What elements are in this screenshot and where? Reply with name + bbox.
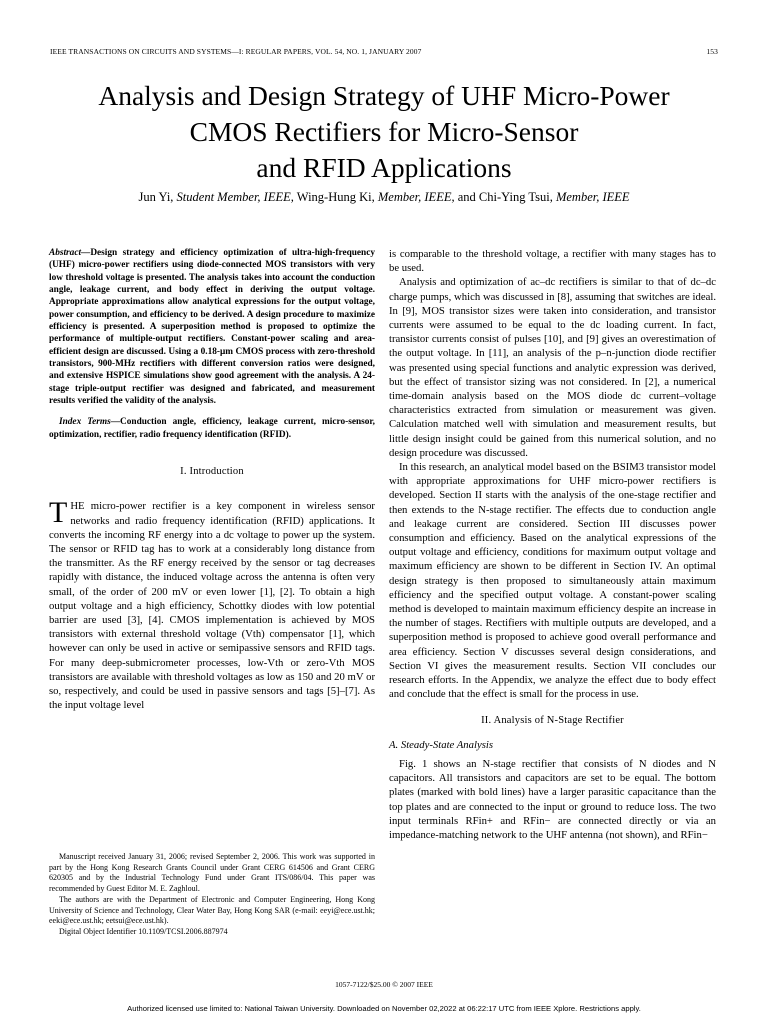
drop-cap: T xyxy=(49,496,68,530)
footnote-affiliation: The authors are with the Department of Electronic and Computer Engineering, Hong Kong University of Science and Technology, Clear Water Bay, Hong Kong SAR (e-mail: eeyi@ece.ust.hk; eeki@ece.ust.hk; eetsui@ece.ust.hk). xyxy=(49,894,375,926)
intro-paragraph-1-continued: is comparable to the threshold voltage, a rectifier with many stages has to be used. xyxy=(389,248,716,275)
copyright-line: 1057-7122/$25.00 © 2007 IEEE xyxy=(335,980,433,989)
section-heading-introduction: I. Introduction xyxy=(180,466,244,478)
section-heading-analysis: II. Analysis of N-Stage Rectifier xyxy=(481,714,624,726)
author-name: Wing-Hung Ki, xyxy=(296,190,375,204)
footnotes xyxy=(49,852,375,938)
author-name: Jun Yi, xyxy=(138,190,174,204)
right-column xyxy=(389,247,716,842)
left-column xyxy=(49,247,375,712)
author-conjunction: and xyxy=(457,190,476,204)
footnote-doi: Digital Object Identifier 10.1109/TCSI.2006.887974 xyxy=(59,926,228,936)
author-role: Member, IEEE xyxy=(555,190,630,204)
title-line-1: Analysis and Design Strategy of UHF Micro-Power xyxy=(98,80,670,111)
author-name: Chi-Ying Tsui, xyxy=(478,190,553,204)
abstract xyxy=(49,247,375,407)
analysis-paragraph-1: Fig. 1 shows an N-stage rectifier that consists of N diodes and N capacitors. All transistors and capacitors are set to be equal. The bottom plates (marked with bold lines) have a larger parasitic capacitance than the top plates and are connected to the input or ground to reduce loss. The two input terminals RFin+ and RFin− are connected directly or via an impedance-matching network to the UHF antenna (not shown), and RFin− xyxy=(389,757,716,841)
footnote-received: Manuscript received January 31, 2006; revised September 2, 2006. This work was supported in part by the Hong Kong Research Grants Council under Grant CERG 614506 and Grant CERG 620305 and by the Industrial Technology Fund under Grant ITS/086/04. This paper was recommended by Guest Editor M. E. Zaghloul. xyxy=(49,852,375,894)
intro-paragraph-2: Analysis and optimization of ac–dc rectifiers is similar to that of dc–dc charge pumps, which was discussed in [8], assuming that switches are ideal. In [9], MOS transistor sizes were taken into consideration, and transistor currents were assumed to be equal to the dc loading current. In fact, transistor currents consist of pulses [10], and [9] gives an overestimation of the output voltage. In [11], an analysis of the p–n-junction diode rectifier was presented using special functions and analytic expression was derived, but the effect of transistor sizing was not considered. In [2], a numerical time-domain analysis based on the MOS diode dc current–voltage characteristics extracted from simulation or measurement was given. Calculation matched well with simulation and measurement results, but little design insight could be gained from this numerical solution, and no design procedure was discussed. xyxy=(389,276,716,459)
intro-paragraph-1-text: HE micro-power rectifier is a key component in wireless sensor networks and radio frequency identification (RFID) applications. It converts the incoming RF energy into a dc voltage to power up the system. The sensor or RFID tag has to work at a considerably long distance from the transmitter. As the RF energy received by the sensor or tag decreases rapidly with distance, the induced voltage across the antenna is often very small, of the order of 200 mV or even lower [1], [2]. To obtain a high output voltage and a high efficiency, Schottky diodes with low potential barrier are used [3], [4]. CMOS implementation is achieved by MOS transistors with external threshold voltage (Vth) compensator [1], which however can only be used in active or semipassive sensors and RFID tags. For many deep-submicrometer processes, low-Vth or zero-Vth MOS transistors are available with threshold voltages as low as 150 and 20 mV or so, respectively, and could be used in passive sensors and tags [5]–[7]. As the input voltage level xyxy=(49,500,375,712)
index-terms xyxy=(49,416,375,441)
intro-paragraph-1 xyxy=(49,496,375,712)
index-terms-lead: Index Terms— xyxy=(59,417,121,428)
abstract-text: Design strategy and efficiency optimization of ultra-high-frequency (UHF) micro-power rectifiers using diode-connected MOS transistors with very low threshold voltage is presented. The analysis takes into account the conduction angle, leakage current, and body effect in deriving the output voltage. Appropriate approximations allow analytical expressions for the output voltage, power consumption, and efficiency to be derived. A design procedure to maximize efficiency is presented. A superposition method is proposed to optimize the performance of multiple-output rectifiers. Constant-power scaling and area-efficient design are discussed. Using a 0.18-μm CMOS process with zero-threshold transistors, 900-MHz rectifiers with different conversion ratios were designed, and extensive HSPICE simulations show good agreement with the analysis. A 24-stage triple-output rectifier was designed and fabricated, and measurement results verified the validity of the analysis. xyxy=(49,248,375,407)
intro-paragraph-3: In this research, an analytical model based on the BSIM3 transistor model with appropriate approximations for UHF micro-power rectifiers is developed. Section II starts with the analysis of the one-stage rectifier and then extends to the N-stage rectifier. The effects due to conduction angle and leakage current are considered. Section III discusses power consumption and efficiency. Based on the analytical expressions of the output voltage and efficiency, conditions for maximum output voltage and maximum efficiency are shown to be different in Section IV. An optimal design strategy is then proposed to simultaneously attain maximum efficiency and the specified output voltage. A constant-power scaling method is developed to maintain maximum efficiency despite an increase in the number of stages. Rectifiers with multiple outputs are developed, and a superposition method is proposed to achieve good overall performance and area efficiency. Section V discusses several design considerations, and Section VI gives the measurement results. Section VII concludes our research efforts. In the Appendix, we analyze the effect due to body effect and conclude that the effect is small for the process in use. xyxy=(389,461,716,701)
title-line-3: and RFID Applications xyxy=(256,152,512,183)
running-head xyxy=(50,47,718,56)
author-list xyxy=(40,190,728,205)
page-number: 153 xyxy=(706,47,718,56)
author-role: Member, IEEE, xyxy=(377,190,455,204)
abstract-lead: Abstract— xyxy=(49,248,91,258)
download-notice: Authorized licensed use limited to: National Taiwan University. Downloaded on November 02,2022 at 06:22:17 UTC from IEEE Xplore. Restrictions apply. xyxy=(127,1004,641,1013)
journal-name: IEEE TRANSACTIONS ON CIRCUITS AND SYSTEMS—I: REGULAR PAPERS, VOL. 54, NO. 1, JANUARY 2007 xyxy=(50,47,422,56)
subsection-heading-steady-state: A. Steady-State Analysis xyxy=(389,738,493,751)
title-line-2: CMOS Rectifiers for Micro-Sensor xyxy=(189,116,579,147)
author-role: Student Member, IEEE, xyxy=(176,190,294,204)
paper-title xyxy=(40,78,728,186)
index-terms-text: Conduction angle, efficiency, leakage current, micro-sensor, optimization, rectifier, radio frequency identification (RFID). xyxy=(49,417,375,440)
